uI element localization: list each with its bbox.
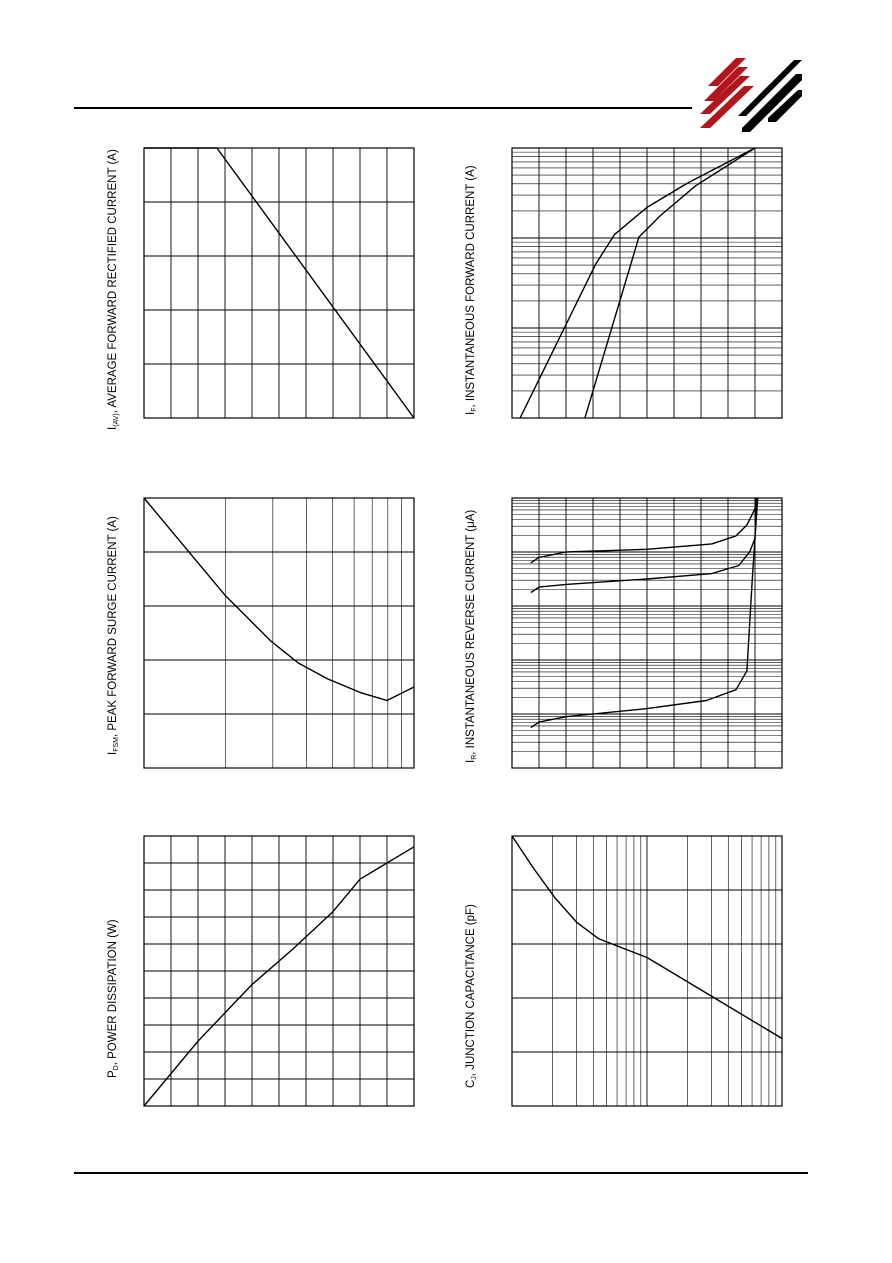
curve-3 <box>531 498 758 728</box>
curve-2 <box>585 148 755 418</box>
curve-1 <box>144 498 414 701</box>
nte-logo <box>698 56 804 136</box>
chart-avg-forward-current <box>144 148 414 418</box>
y-axis-label-avg-forward-current: $I_{(AV)}$, AVERAGE FORWARD RECTIFIED CURRENT (A) <box>107 149 120 430</box>
logo-black-stripes <box>738 60 802 132</box>
footer-rule <box>74 1172 808 1174</box>
curve-1 <box>531 498 756 563</box>
logo-red-stripes <box>700 58 754 128</box>
y-axis-label-power-dissipation: $P_D$, POWER DISSIPATION (W) <box>107 919 120 1078</box>
chart-junction-capacitance <box>512 836 782 1106</box>
chart-forward-current <box>512 148 782 418</box>
chart-surge-current <box>144 498 414 768</box>
y-axis-label-forward-current: $I_F$, INSTANTANEOUS FORWARD CURRENT (A) <box>465 165 478 415</box>
header-rule <box>74 107 692 109</box>
curve-2 <box>531 498 756 593</box>
y-axis-label-surge-current: $I_{FSM}$, PEAK FORWARD SURGE CURRENT (A) <box>107 516 120 755</box>
curve-1 <box>520 148 755 418</box>
chart-power-dissipation <box>144 836 414 1106</box>
chart-reverse-current <box>512 498 782 768</box>
plot-frame <box>144 498 414 768</box>
y-axis-label-reverse-current: $I_R$, INSTANTANEOUS REVERSE CURRENT (μA) <box>465 509 478 763</box>
y-axis-label-junction-capacitance: $C_J$, JUNCTION CAPACITANCE (pF) <box>465 904 478 1088</box>
